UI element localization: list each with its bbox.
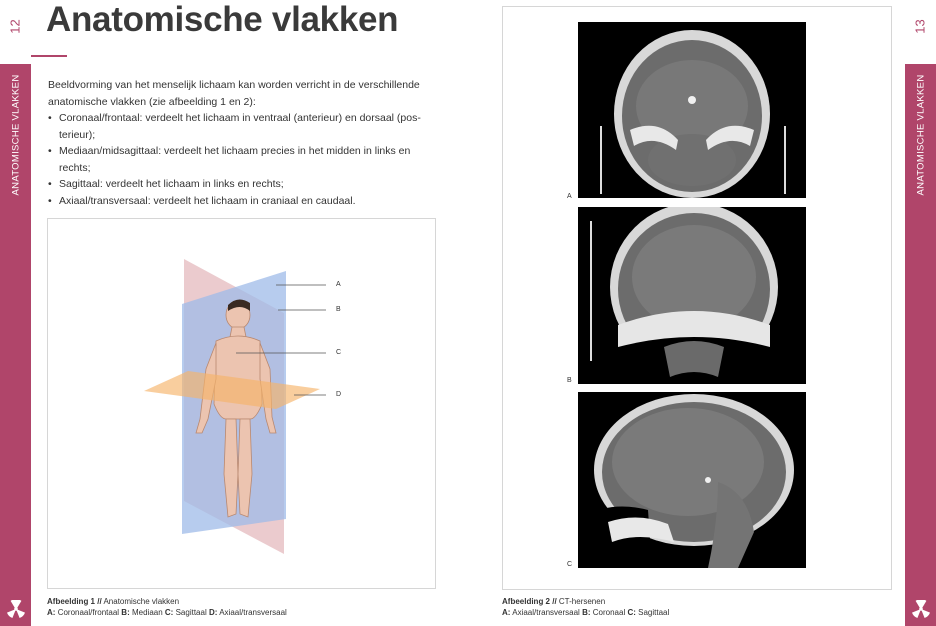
anatomical-planes-illustration: [48, 219, 435, 588]
ct-label-b: B: [567, 377, 572, 384]
ct-sagittal-image: [578, 392, 806, 568]
list-item: • Sagittaal: verdeelt het lichaam in links en rechts;: [48, 176, 443, 193]
page-number-left: 12: [0, 0, 31, 52]
radiation-icon: [912, 600, 930, 618]
title-underline: [31, 55, 67, 57]
list-item: • Mediaan/midsagittaal: verdeelt het lichaam precies in het midden in links en rechts;: [48, 143, 443, 176]
intro-text: [48, 77, 443, 209]
label-b: B: [336, 306, 341, 313]
page-number-right: 13: [905, 0, 936, 52]
figure-1-frame: [47, 218, 436, 589]
ct-label-a: A: [567, 193, 572, 200]
left-margin-bar: [0, 0, 31, 626]
figure-2-caption: Afbeelding 2 // CT-hersenen A: Axiaal/transversaal B: Coronaal C: Sagittaal: [502, 597, 670, 617]
plane-list: [48, 110, 443, 209]
ct-label-c: C: [567, 561, 573, 568]
label-a: A: [336, 281, 341, 288]
label-d: D: [336, 391, 342, 398]
right-margin-bar: [905, 0, 936, 626]
section-label-right: ANATOMISCHE VLAKKEN: [915, 74, 926, 196]
page-title: Anatomische vlakken: [46, 0, 399, 39]
figure-1-caption: Afbeelding 1 // Anatomische vlakken A: Coronaal/frontaal B: Mediaan C: Sagittaal D: Axiaal/transversaal: [47, 597, 287, 617]
ct-axial-image: [578, 22, 806, 198]
list-item: • Axiaal/transversaal: verdeelt het lichaam in craniaal en caudaal.: [48, 193, 443, 210]
ct-coronal-image: [578, 207, 806, 384]
list-item: • Coronaal/frontaal: verdeelt het lichaam in ventraal (anterieur) en dorsaal (pos-terieur);: [48, 110, 443, 143]
radiation-icon: [7, 600, 25, 618]
section-label-left: ANATOMISCHE VLAKKEN: [10, 74, 21, 196]
intro-paragraph: Beeldvorming van het menselijk lichaam kan worden verricht in de verschillende anatomische vlakken (zie afbeelding 1 en 2):: [48, 79, 420, 108]
label-c: C: [336, 349, 342, 356]
